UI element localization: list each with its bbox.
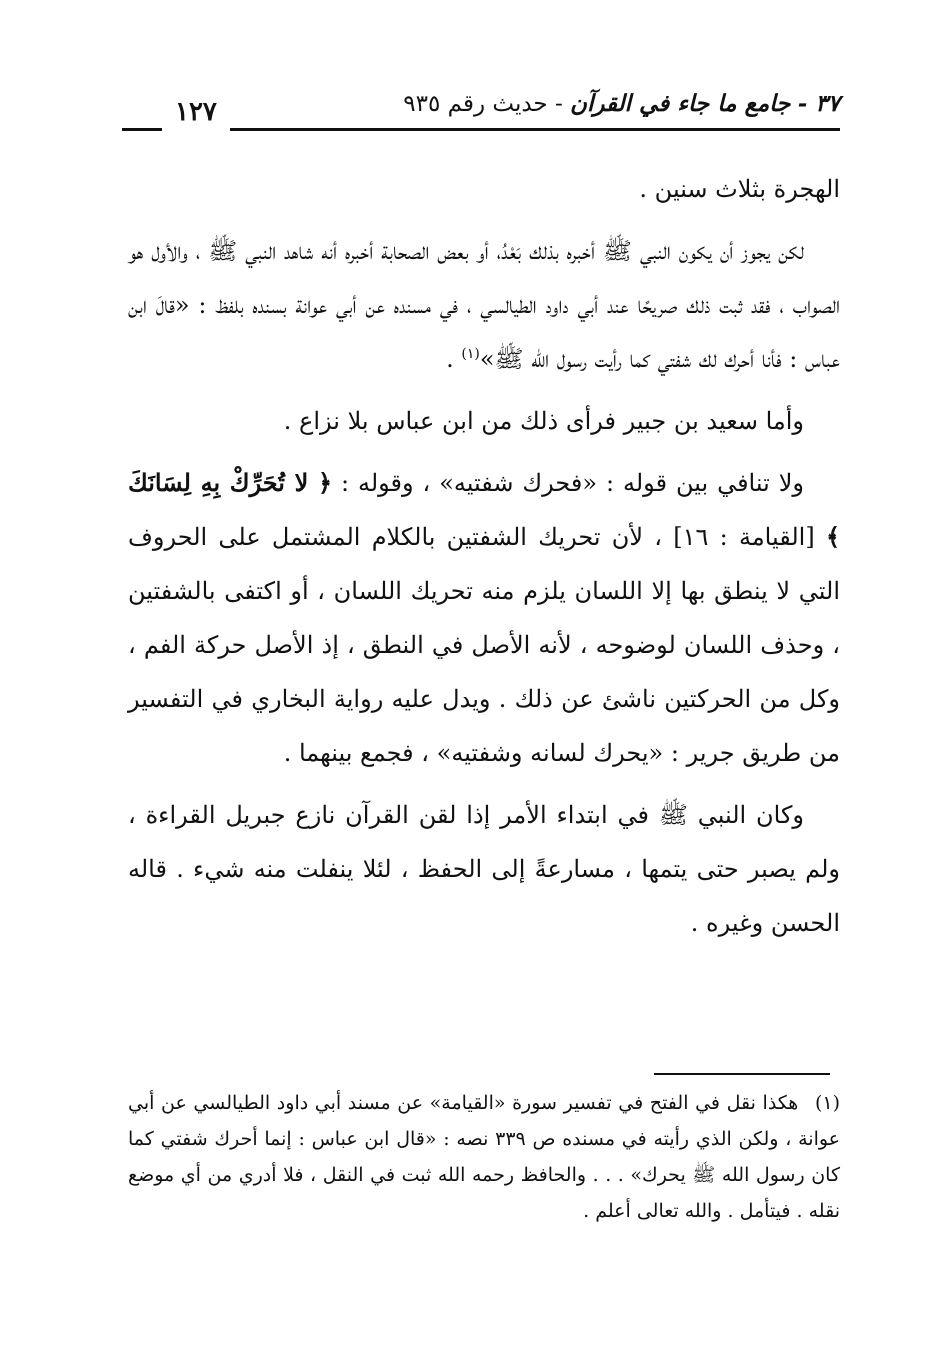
paragraph-4 xyxy=(128,456,840,780)
paragraph-2 xyxy=(128,224,840,386)
running-header xyxy=(120,88,840,128)
chapter-number: ٣٧ - xyxy=(797,90,840,117)
paragraph-4-rest: [القيامة : ١٦] ، لأن تحريك الشفتين بالكلام المشتمل على الحروف التي لا ينطق بها إلا اللسان يلزم منه تحريك اللسان ، أو اكتفى بالشفتين ، وحذف اللسان لوضوحه ، لأنه الأصل في النطق ، إذ الأصل حركة الفم ، وكل من الحركتين ناشئ عن ذلك . ويدل عليه رواية البخاري في التفسير من طريق جرير : «يحرك لسانه وشفتيه» ، فجمع بينهما . xyxy=(128,523,840,767)
footnote-text: هكذا نقل في الفتح في تفسير سورة «القيامة» عن مسند أبي داود الطيالسي عن أبي عوانة ، ولكن الذي رأيته في مسنده ص ٣٣٩ نصه : «قال ابن عباس : إنما أحرك شفتي كما كان رسول الله ﷺ يحرك» . . . والحافظ رحمه الله ثبت في النقل ، فلا أدري من أي موضع نقله . فيتأمل . والله تعالى أعلم . xyxy=(128,1092,840,1222)
footnote-marker: (١) xyxy=(814,1092,840,1114)
footnote xyxy=(128,1085,840,1229)
footnote-reference: (١) xyxy=(461,346,480,362)
paragraph-1: الهجرة بثلاث سنين . xyxy=(639,175,840,203)
chapter-title: جامع ما جاء في القرآن xyxy=(570,90,791,117)
paragraph-2-tail: . xyxy=(446,345,462,373)
paragraph-3: وأما سعيد بن جبير فرأى ذلك من ابن عباس بلا نزاع . xyxy=(283,407,804,435)
main-text xyxy=(128,162,840,954)
hadith-reference: - حديث رقم ٩٣٥ xyxy=(403,91,563,117)
page-number: ١٢٧ xyxy=(175,97,217,127)
header-title xyxy=(403,88,840,120)
quran-verse: ﴿ لا تُحَرِّكْ بِهِ لِسَانَكَ ﴾ xyxy=(128,468,841,551)
paragraph-5: وكان النبي ﷺ في ابتداء الأمر إذا لقن القرآن نازع جبريل القراءة ، ولم يصبر حتى يتمها ، مسارعةً إلى الحفظ ، لئلا ينفلت منه شيء . قاله الحسن وغيره . xyxy=(128,801,840,937)
header-rule xyxy=(230,128,840,131)
paragraph-4-start: ولا تنافي بين قوله : «فحرك شفتيه» ، وقوله : xyxy=(332,469,804,497)
paragraph-2-text: لكن يجوز أن يكون النبي ﷺ أخبره بذلك بَعْدُ، أو بعض الصحابة أخبره أنه شاهد النبي ﷺ ، والأول هو الصواب ، فقد ثبت ذلك صريحًا عند أبي داود الطيالسي ، في مسنده عن أبي عوانة بسنده بلفظ : «قالَ ابن عباس : فأنا أحرك لك شفتي كما رأيت رسول الله ﷺ» xyxy=(128,237,840,373)
header-rule-short xyxy=(122,128,162,131)
footnote-separator xyxy=(654,1073,830,1075)
